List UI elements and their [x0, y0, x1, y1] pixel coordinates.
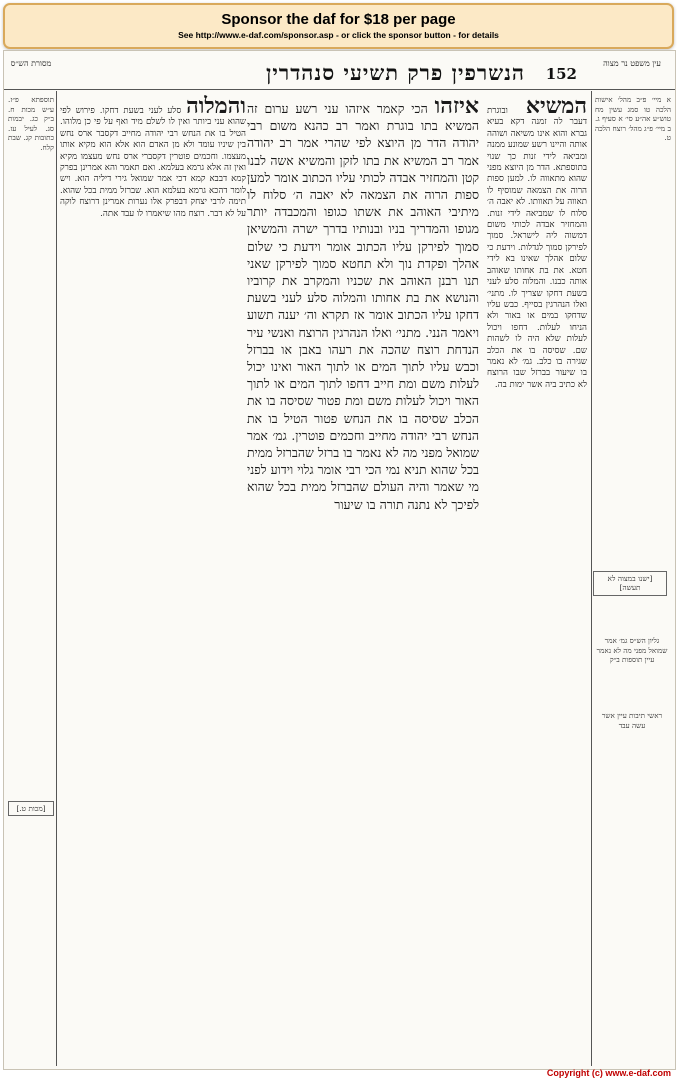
margin-heading-right: עין משפט נר מצוה: [603, 59, 661, 68]
page-header: [4, 57, 675, 91]
gemara-column: [247, 95, 479, 955]
sponsor-title[interactable]: Sponsor the daf for $18 per page: [221, 11, 456, 28]
talmud-page: [3, 50, 676, 1070]
gemara-text: הכי קאמר איזהו עני רשע ערום זה המשיא בתו בוגרת ואמר רב כהנא משום רבי יהודה הדר מן היוצא לפי שהרי אמר רב יהודה אמר רב המשיא את בתו לזקן והמשיא אשה לבנו קטן והמחזיר אבדה לכותי עליו הכתוב אומר למען ספות הרוה את הצמאה לא יאבה ה׳ סלוח לו מיתיבי האוהב את אשתו כגופו והמכבדה יותר מגופו והמדריך בניו ובנותיו בדרך ישרה והמשיאן סמוך לפירקן עליו הכתוב אומר וידעת כי שלום אהלך ופקדת נוך ולא תחטא סמוך לפירקן שאני תנו רבנן האוהב את שכניו והמקרב את קרוביו והנושא את בת אחותו והמלוה סלע לעני בשעת דחקו עליו הכתוב אומר אז תקרא וה׳ יענה תשוע ויאמר הנני. מתני׳ ואלו הנהרגין הרוצח ואנשי עיר הנדחת רוצח שהכה את רעהו באבן או בברזל וכבש עליו לתוך המים או לתוך האור ואינו יכול לעלות משם ומת חייב דחפו לתוך המים או לתוך האור ויכול לעלות משם ומת פטור שסיסה בו את הכלב שסיסה בו את הנחש פטור הטיל בו את הנחש רבי יהודה מחייב וחכמים פוטרין. גמ׳ אמר שמואל מפני מה לא נאמר בו ברזל שהברזל ממית בכל שהוא תניא נמי הכי רבי אומר גלוי וידוע לפני מי שאמר והיה העולם שהברזל ממית בכל שהוא לפיכך לא נתנה תורה בו שיעור: [247, 101, 479, 512]
header-rule: [4, 89, 675, 90]
page-number: 152: [545, 65, 577, 83]
sponsor-banner[interactable]: [3, 3, 674, 49]
rashi-text: ובוגרת דעבר לה זמנה דקא בעיא גברא והוא אינו משיאה ושוהה אותה והיינו רשע שמונע ממנה ומביאה לידי זנות כך שנוי בתוספתא. הדר מן היוצא מפני שהוא מתאווה לו. למען ספות הרוה את הצמאה שמוסיף לו תאווה על תאוותו. לא יאבה ה׳ סלוח לו שמביאה לידי זנות. והמחזיר אבדה לכותי משום דמשוה ליה לישראל. סמוך לפירקן סמוך לגדלות. וידעת כי שלום אהלך שאינו בא לידי חטא. את בת אחותו שאוהב אותה כבנו. והמלוה סלע לעני בשעת דחקו שצריך לו. מתני׳ ואלו הנהרגין בסייף. כבש עליו שדחקו במים או באור ולא הניחו לעלות. דחפו ויכול לעלות שלא היה לו לשהות שם. שסיסה בו את הכלב שגירה בו כלב. גמ׳ לא נאמר בו שיעור בברזל שבו הרוצח לא כתיב ביה אשר ימות בה.: [487, 106, 587, 390]
gemara-opening-word: איזהו: [434, 95, 479, 119]
margin-heading-left: מסורת הש״ס: [10, 59, 52, 68]
gilyon-hashas-text: גליון הש״ס גמ׳ אמר שמואל מפני מה לא נאמר עיין תוספות ב״ק: [596, 636, 668, 665]
right-margin-divider: [591, 91, 592, 1066]
masoret-hashas-text: תוספתא פ״ז. ע״ש מכות ח. ב״ק כג. יבמות סג. לעיל עז. כתובות קג. שבת קלח.: [8, 95, 54, 152]
copyright-notice: Copyright (c) www.e-daf.com: [546, 1068, 671, 1078]
ein-mishpat-column: [595, 95, 671, 565]
margin-note-box-left: [מכות ט.]: [8, 801, 54, 816]
left-margin-divider: [56, 91, 57, 1066]
tosafot-text: סלע לעני בשעת דחקו. פירוש לפי שהוא עני ביותר ואין לו לשלם מיד ואף על פי כן מלוהו. הטיל בו את הנחש רבי יהודה מחייב דקסבר ארס נחש בין שיניו עומד ולא מן האדם הוא אלא הוא מקיא אותו מעצמו. וחכמים פוטרין דקסברי ארס נחש מעצמו מקיא ואין זה אלא גרמא בעלמא. ואם תאמר והא אמרינן בפרק קמא דבבא קמא דכי אמר שמואל גירי דיליה הוא. ויש לומר דהכא גרמא בעלמא הוא. שברזל ממית בכל שהוא. תימה לרבי יצחק דבפרק אלו נערות אמרינן דרוצח לוקה על לא דבר. רוצח מהו שיאמרו לו עבד אתה.: [60, 106, 246, 219]
ein-mishpat-text: א מיי׳ פ״ב מהל׳ אישות הלכה טו סמג עשין מח טוש״ע אה״ע סי׳ א סעיף ג. ב מיי׳ פ״ג מהל׳ רוצח הלכה ט.: [595, 95, 671, 143]
margin-note-right-text: ראשי תיבות עיין אשר עשה עבד: [601, 711, 663, 730]
sponsor-subtitle[interactable]: See http://www.e-daf.com/sponsor.asp - or click the sponsor button - for details: [178, 30, 499, 40]
rashi-column: [487, 95, 587, 1063]
rashi-opening-word: המשיא: [525, 95, 587, 119]
gilyon-hashas-note: [595, 636, 669, 696]
margin-note-right: [595, 711, 669, 761]
tosafot-opening-word: והמלוה: [186, 95, 246, 119]
running-title: הנשרפין פרק תשיעי סנהדרין: [266, 60, 525, 85]
masoret-hashas-column: [8, 95, 54, 795]
margin-note-box-right: [ישנו במצוה לא תעשה]: [593, 571, 667, 596]
tosafot-column: [60, 95, 246, 1063]
